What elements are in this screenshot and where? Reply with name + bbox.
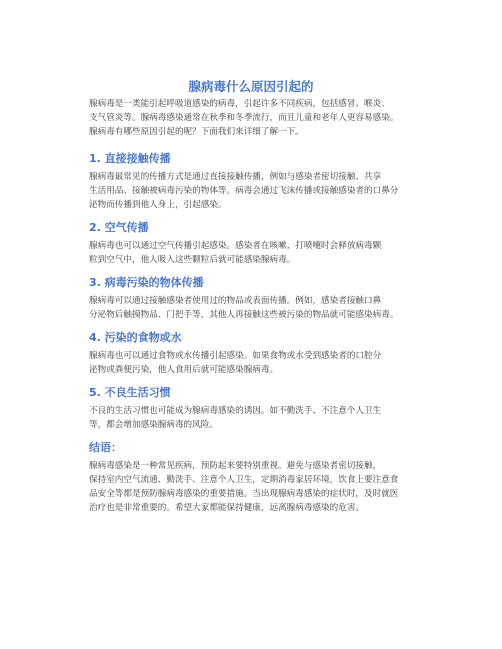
section-heading-bad-habits: 5. 不良生活习惯 bbox=[89, 386, 171, 399]
intro-paragraph bbox=[89, 97, 423, 139]
paragraph-line: 腺病毒感染是一种常见疾病，预防起来要特别重视。避免与感染者密切接触， bbox=[89, 461, 382, 471]
paragraph-line: 腺病毒可以通过接触感染者使用过的物品或表面传播。例如，感染者接触口鼻 bbox=[89, 296, 382, 306]
paragraph-line: 腺病毒也可以通过食物或水传播引起感染。如果食物或水受到感染者的口腔分 bbox=[89, 351, 382, 361]
intro-line: 腺病毒有哪些原因引起的呢？下面我们来详细了解一下。 bbox=[89, 127, 304, 137]
section-paragraph-contaminated-objects bbox=[89, 294, 423, 322]
paragraph-line: 泌物或粪便污染，他人食用后就可能感染腺病毒。 bbox=[89, 365, 279, 375]
intro-line: 腺病毒是一类能引起呼吸道感染的病毒，引起许多不同疾病，包括感冒、喉炎、 bbox=[89, 99, 390, 109]
section-heading-contaminated-objects: 3. 病毒污染的物体传播 bbox=[89, 276, 204, 289]
section-paragraph-food-water bbox=[89, 349, 423, 377]
paragraph-line: 治疗也是非常重要的。希望大家都能保持健康，远离腺病毒感染的危害。 bbox=[89, 503, 365, 513]
document-title: 腺病毒什么原因引起的 bbox=[188, 79, 314, 94]
paragraph-line: 粒到空气中，他人吸入这些颗粒后就可能感染腺病毒。 bbox=[89, 255, 296, 265]
paragraph-line: 分泌物后触摸物品、门把手等，其他人再接触这些被污染的物品就可能感染病毒。 bbox=[89, 310, 399, 320]
section-heading-airborne: 2. 空气传播 bbox=[89, 221, 149, 234]
paragraph-line: 保持室内空气流通、勤洗手、注意个人卫生，定期消毒家居环境，饮食上要注意食 bbox=[89, 475, 399, 485]
intro-line: 支气管炎等。腺病毒感染通常在秋季和冬季流行，而且儿童和老年人更容易感染。 bbox=[89, 113, 399, 123]
paragraph-line: 品安全等都是预防腺病毒感染的重要措施。当出现腺病毒感染的症状时，及时就医 bbox=[89, 489, 399, 499]
section-heading-conclusion: 结语： bbox=[89, 441, 122, 454]
section-heading-direct-contact: 1. 直接接触传播 bbox=[89, 152, 171, 165]
paragraph-line: 泌物而传播到他人身上，引起感染。 bbox=[89, 200, 227, 210]
paragraph-line: 腺病毒最常见的传播方式是通过直接接触传播，例如与感染者密切接触、共享 bbox=[89, 172, 382, 182]
section-paragraph-airborne bbox=[89, 239, 423, 267]
paragraph-line: 腺病毒也可以通过空气传播引起感染。感染者在咳嗽、打喷嚏时会释放病毒颗 bbox=[89, 241, 382, 251]
section-paragraph-bad-habits bbox=[89, 404, 423, 432]
section-paragraph-conclusion bbox=[89, 459, 423, 515]
paragraph-line: 不良的生活习惯也可能成为腺病毒感染的诱因。如不勤洗手、不注意个人卫生 bbox=[89, 406, 382, 416]
paragraph-line: 生活用品、接触被病毒污染的物体等。病毒会通过飞沫传播或接触感染者的口鼻分 bbox=[89, 186, 399, 196]
paragraph-line: 等，都会增加感染腺病毒的风险。 bbox=[89, 420, 218, 430]
section-paragraph-direct-contact bbox=[89, 170, 423, 212]
section-heading-food-water: 4. 污染的食物或水 bbox=[89, 331, 182, 344]
